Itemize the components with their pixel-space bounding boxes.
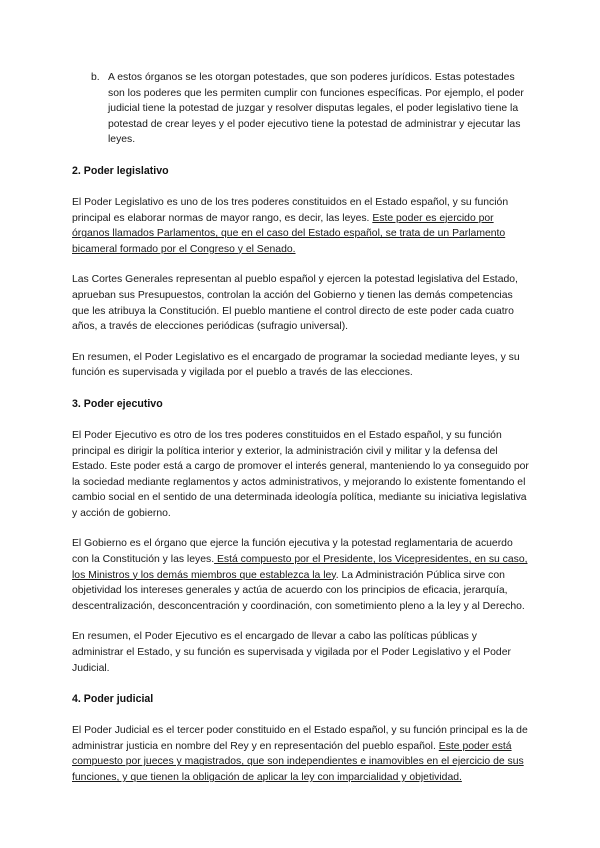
- paragraph-text: El Poder Legislativo es uno de los tres poderes constituidos en el Estado español, y su función principal es elaborar normas de mayor rango, es decir, las leyes.: [72, 196, 509, 224]
- section-heading-ejecutivo: 3. Poder ejecutivo: [72, 397, 163, 410]
- underlined-text: Está compuesto por el Presidente, los Vicepresidentes, en su caso, los Ministros y los demás miembros que establezca la ley: [72, 554, 528, 581]
- paragraph-text: . La Administración Pública sirve con objetividad los intereses generales y actúa de acuerdo con los principios de eficacia, jerarquía, descentralización, desconcentración y coordinación, con sometimiento pleno a la ley y al Derecho.: [72, 569, 525, 612]
- paragraph: En resumen, el Poder Legislativo es el encargado de programar la sociedad mediante leyes, y su función es supervisada y vigilada por el pueblo a través de las elecciones.: [72, 351, 520, 379]
- paragraph-text: El Poder Judicial es el tercer poder constituido en el Estado español, y su función principal es la de administrar justicia en nombre del Rey y en representación del pueblo español.: [72, 725, 528, 752]
- paragraph: [72, 536, 530, 614]
- underlined-text: Este poder está compuesto por jueces y magistrados, que son independientes e inamovibles en el ejercicio de sus funciones, y que tienen la obligación de aplicar la ley con imparcialidad y objetividad.: [72, 740, 524, 783]
- paragraph: [72, 723, 530, 785]
- paragraph: Las Cortes Generales representan al pueblo español y ejercen la potestad legislativa del Estado, aprueban sus Presupuestos, controlan la acción del Gobierno y tienen las demás competencias que les atribuya la Constitución. El pueblo mantiene el control directo de este poder cada cuatro años, a través de elecciones periódicas (sufragio universal).: [72, 274, 518, 333]
- paragraph: [72, 195, 530, 257]
- section-heading-legislativo: 2. Poder legislativo: [72, 164, 169, 177]
- list-item: [91, 70, 530, 148]
- paragraph: En resumen, el Poder Ejecutivo es el encargado de llevar a cabo las políticas públicas y administrar el Estado, y su función es supervisada y vigilada por el Poder Legislativo y el Poder Judicial.: [72, 631, 511, 674]
- section-heading-judicial: 4. Poder judicial: [72, 693, 154, 706]
- paragraph-text: El Gobierno es el órgano que ejerce la función ejecutiva y la potestad reglamentaria de acuerdo con la Constitución y las leyes.: [72, 538, 513, 566]
- list-item-text: A estos órganos se les otorgan potestades, que son poderes jurídicos. Estas potestades son los poderes que les permiten cumplir con funciones específicas. Por ejemplo, el poder judicial tiene la potestad de juzgar y resolver disputas legales, el poder legislativo tiene la potestad de crear leyes y el poder ejecutivo tiene la potestad de administrar y ejecutar las leyes.: [108, 72, 524, 146]
- list-marker: b.: [91, 72, 100, 83]
- underlined-text: Este poder es ejercido por órganos llamados Parlamentos, que en el caso del Estado español, se trata de un Parlamento bicameral formado por el Congreso y el Senado.: [72, 212, 506, 255]
- paragraph: El Poder Ejecutivo es otro de los tres poderes constituidos en el Estado español, y su función principal es dirigir la política interior y exterior, la administración civil y militar y la defensa del Estado. Este poder está a cargo de promover el interés general, manteniendo lo ya conseguido por la sociedad mediante reglamentos y actos administrativos, y mejorando lo existente fomentando el cambio social en el sentido de una determinada ideología política, mediante su iniciativa legislativa y acción de gobierno.: [72, 429, 529, 519]
